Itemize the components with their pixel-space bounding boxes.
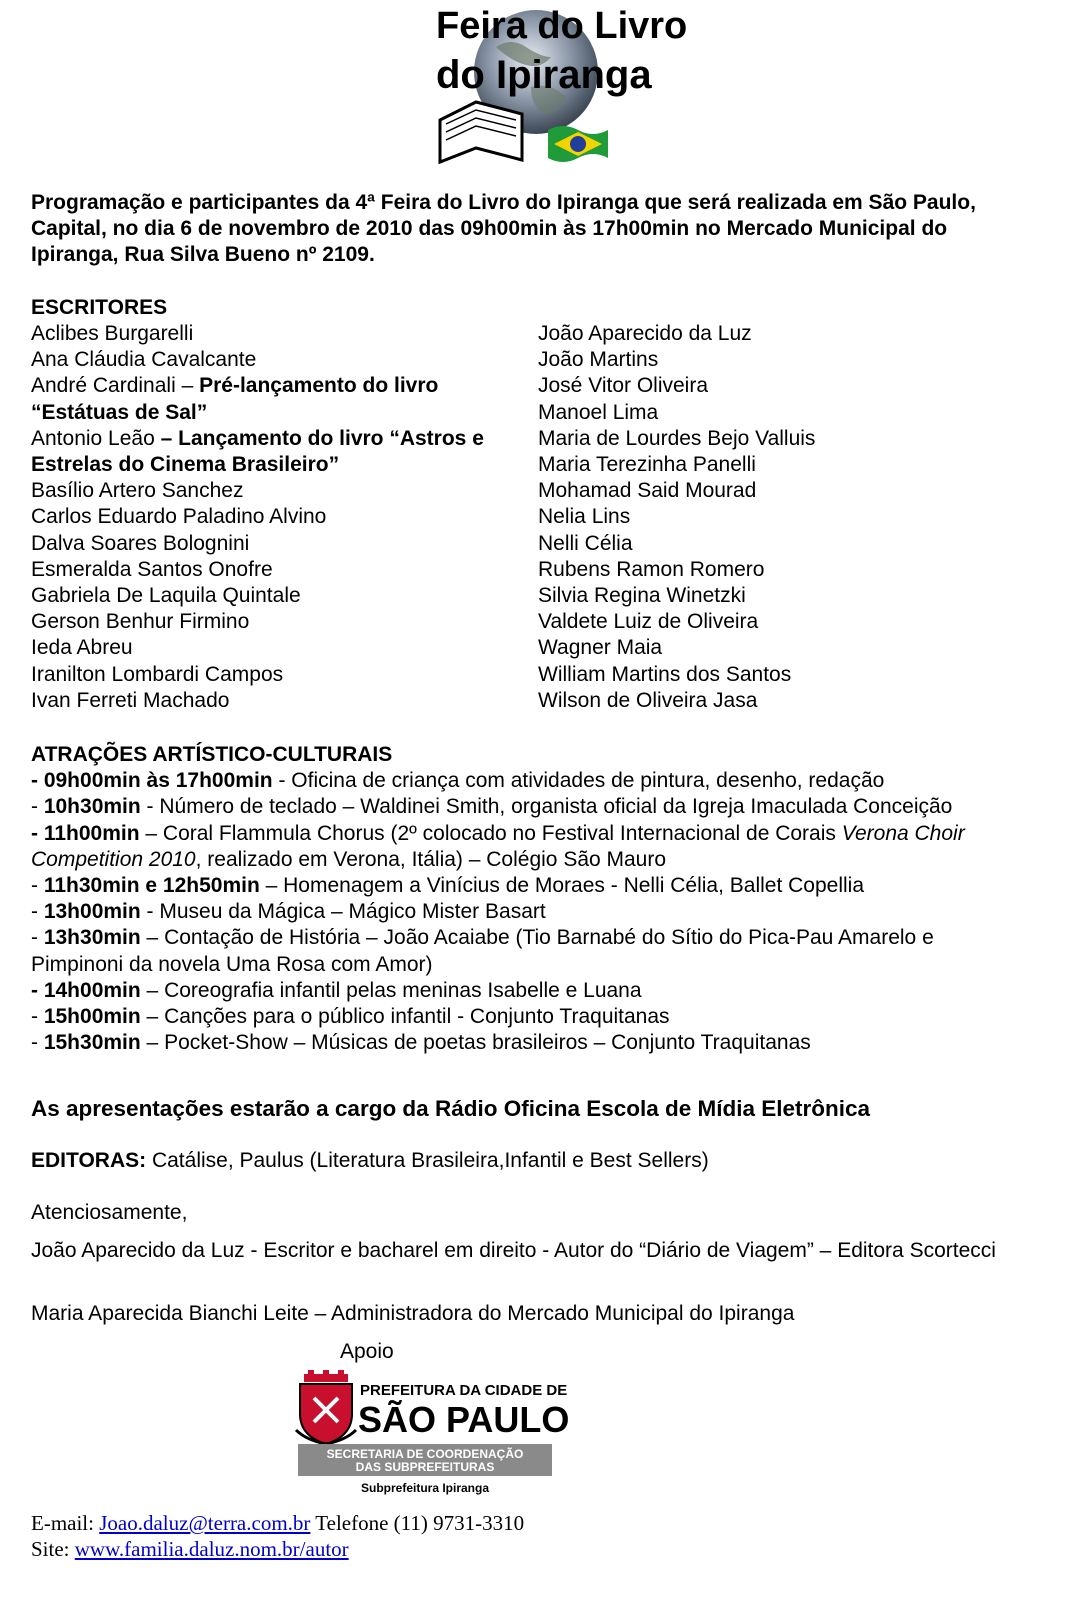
- attraction-item: - 13h30min – Contação de História – João Acaiabe (Tio Barnabé do Sítio do Pica-Pau Amarelo e Pimpinoni da novela Uma Rosa com Amor): [31, 926, 934, 976]
- writer-item: Aclibes Burgarelli: [31, 322, 194, 345]
- writer-item: Basílio Artero Sanchez: [31, 479, 244, 503]
- prefeitura-sao-paulo-logo: [296, 1370, 570, 1498]
- logo-title-line1: Feira do Livro: [436, 5, 688, 47]
- writer-item: William Martins dos Santos: [538, 662, 792, 686]
- writer-item: Dalva Soares Bolognini: [31, 531, 250, 555]
- attraction-item: - 15h00min – Canções para o público infantil - Conjunto Traquitanas: [31, 1005, 670, 1029]
- attraction-item: - 09h00min às 17h00min - Oficina de criança com atividades de pintura, desenho, redação: [31, 769, 885, 793]
- site-link[interactable]: www.familia.daluz.nom.br/autor: [74, 1537, 349, 1561]
- writer-item: João Martins: [538, 348, 659, 372]
- logo-sp-line4: DAS SUBPREFEITURAS: [355, 1460, 495, 1474]
- writer-item: Carlos Eduardo Paladino Alvino: [31, 505, 327, 529]
- attraction-item: - 15h30min – Pocket-Show – Músicas de poetas brasileiros – Conjunto Traquitanas: [31, 1031, 811, 1055]
- logo-sp-line5: Subprefeitura Ipiranga: [360, 1481, 490, 1495]
- writer-item: André Cardinali – Pré-lançamento do livro “Estátuas de Sal”: [31, 374, 439, 424]
- writer-item: Manoel Lima: [538, 400, 659, 424]
- writer-item: Antonio Leão – Lançamento do livro “Astros e Estrelas do Cinema Brasileiro”: [31, 426, 484, 477]
- attractions-section: [31, 742, 1021, 1056]
- writer-item: Maria Terezinha Panelli: [538, 453, 756, 477]
- writer-item: Silvia Regina Winetzki: [538, 584, 746, 608]
- regards: Atenciosamente,: [31, 1201, 188, 1224]
- writer-item: Ana Cláudia Cavalcante: [31, 348, 257, 372]
- writer-item: Ieda Abreu: [31, 636, 133, 660]
- attraction-item: - 10h30min - Número de teclado – Waldinei Smith, organista oficial da Igreja Imaculada Conceição: [31, 795, 953, 819]
- writer-item: Iranilton Lombardi Campos: [31, 662, 284, 686]
- coat-of-arms-icon: [296, 1370, 356, 1444]
- logo-title-line2: do Ipiranga: [436, 53, 652, 97]
- signature-admin: Maria Aparecida Bianchi Leite – Administradora do Mercado Municipal do Ipiranga: [31, 1302, 795, 1325]
- writers-heading: ESCRITORES: [31, 296, 168, 319]
- writer-item: Ivan Ferreti Machado: [31, 688, 230, 712]
- feira-logo: [436, 2, 688, 164]
- writer-item: João Aparecido da Luz: [538, 322, 752, 345]
- writer-item: Nelli Célia: [538, 531, 633, 555]
- attractions-heading: ATRAÇÕES ARTÍSTICO-CULTURAIS: [31, 743, 393, 766]
- writer-item: Gerson Benhur Firmino: [31, 610, 250, 634]
- attraction-item: - 14h00min – Coreografia infantil pelas meninas Isabelle e Luana: [31, 978, 642, 1002]
- support-label: Apoio: [340, 1340, 394, 1363]
- writers-right-column: [538, 321, 1018, 714]
- logo-sp-line1: PREFEITURA DA CIDADE DE: [360, 1382, 568, 1399]
- writer-item: Esmeralda Santos Onofre: [31, 557, 273, 581]
- email-link[interactable]: Joao.daluz@terra.com.br: [99, 1511, 311, 1535]
- writer-item: Rubens Ramon Romero: [538, 557, 765, 581]
- writers-section: [31, 295, 1031, 712]
- site-row: Site: www.familia.daluz.nom.br/autor: [31, 1537, 349, 1561]
- logo-sp-line2: SÃO PAULO: [358, 1399, 570, 1440]
- writer-item: Gabriela De Laquila Quintale: [31, 584, 301, 608]
- attraction-item: - 11h30min e 12h50min – Homenagem a Vinícius de Moraes - Nelli Célia, Ballet Copellia: [31, 874, 865, 898]
- attraction-item: - 13h00min - Museu da Mágica – Mágico Mister Basart: [31, 900, 546, 924]
- contact-block: [31, 1510, 524, 1562]
- email-row: E-mail: Joao.daluz@terra.com.br Telefone (11) 9731-3310: [31, 1511, 525, 1535]
- writer-item: Mohamad Said Mourad: [538, 479, 757, 503]
- presenters-line: As apresentações estarão a cargo da Rádio Oficina Escola de Mídia Eletrônica: [31, 1096, 871, 1121]
- writer-item: Wagner Maia: [538, 636, 663, 660]
- writer-item: Nelia Lins: [538, 505, 631, 529]
- writer-item: Valdete Luiz de Oliveira: [538, 610, 759, 634]
- publishers-line: EDITORAS: Catálise, Paulus (Literatura Brasileira,Infantil e Best Sellers): [31, 1149, 709, 1172]
- signature-author: João Aparecido da Luz - Escritor e bacharel em direito - Autor do “Diário de Viagem” – Editora Scortecci: [31, 1239, 996, 1262]
- attraction-item: - 11h00min – Coral Flammula Chorus (2º colocado no Festival Internacional de Corais Verona Choir Competition 2010, realizado em Verona, Itália) – Colégio São Mauro: [31, 821, 965, 871]
- intro-paragraph: Programação e participantes da 4ª Feira do Livro do Ipiranga que será realizada em São Paulo, Capital, no dia 6 de novembro de 2010 das 09h00min às 17h00min no Mercado Municipal do Ipiranga, Rua Silva Bueno nº 2109.: [31, 191, 976, 267]
- writers-left-column: [31, 321, 511, 714]
- logo-sp-line3: SECRETARIA DE COORDENAÇÃO: [326, 1447, 524, 1461]
- writer-item: Maria de Lourdes Bejo Valluis: [538, 426, 816, 450]
- writer-item: José Vitor Oliveira: [538, 374, 709, 398]
- writer-item: Wilson de Oliveira Jasa: [538, 688, 758, 712]
